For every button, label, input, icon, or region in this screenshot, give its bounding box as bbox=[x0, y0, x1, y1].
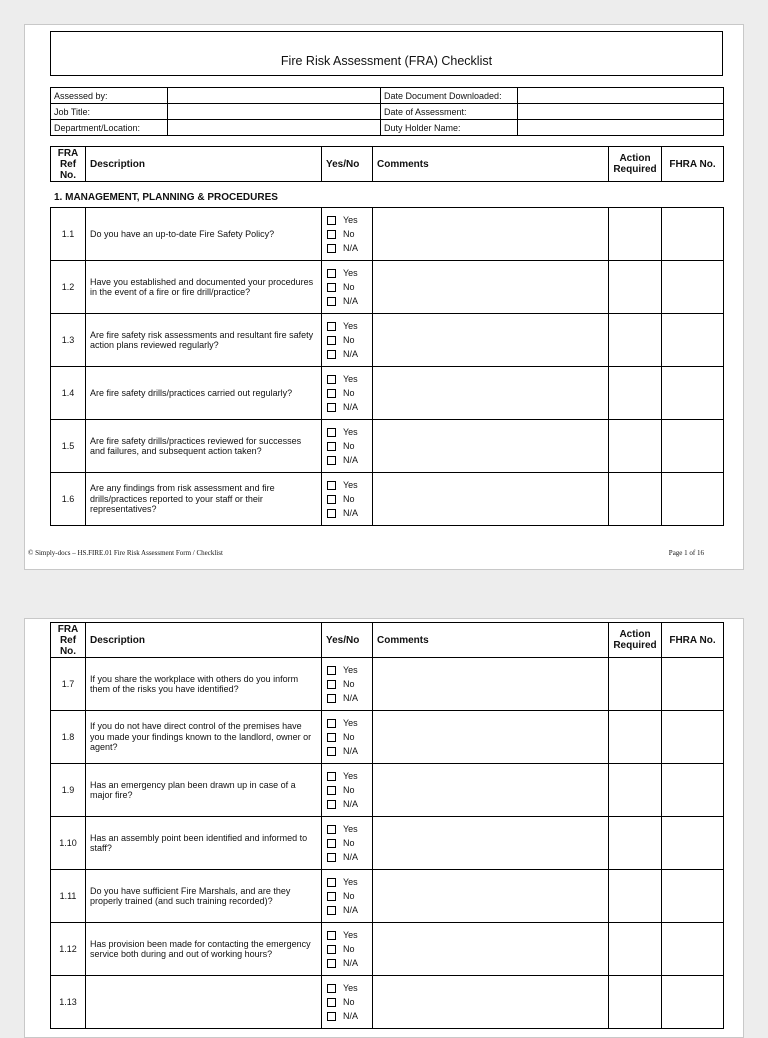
action-required-cell[interactable] bbox=[609, 711, 662, 764]
yes-checkbox[interactable] bbox=[327, 269, 336, 278]
date-downloaded-field[interactable] bbox=[518, 88, 724, 104]
no-checkbox[interactable] bbox=[327, 389, 336, 398]
yes-no-options bbox=[322, 976, 373, 1029]
na-checkbox[interactable] bbox=[327, 959, 336, 968]
checklist-row bbox=[51, 817, 724, 870]
option-na bbox=[325, 347, 369, 361]
option-label: Yes bbox=[343, 480, 358, 490]
footer-copyright: © Simply-docs – HS.FIRE.01 Fire Risk Assessment Form / Checklist bbox=[28, 549, 223, 557]
comments-cell[interactable] bbox=[373, 367, 609, 420]
header-yesno: Yes/No bbox=[322, 147, 373, 182]
checklist-row bbox=[51, 923, 724, 976]
na-checkbox[interactable] bbox=[327, 906, 336, 915]
option-yes bbox=[325, 319, 369, 333]
action-required-cell[interactable] bbox=[609, 420, 662, 473]
fhra-number-cell[interactable] bbox=[662, 976, 724, 1029]
na-checkbox[interactable] bbox=[327, 1012, 336, 1021]
checklist-row bbox=[51, 473, 724, 526]
header-action: Action Required bbox=[609, 147, 662, 182]
section-heading-table bbox=[50, 185, 723, 209]
document-page-1 bbox=[24, 24, 744, 570]
checklist-row bbox=[51, 658, 724, 711]
option-label: Yes bbox=[343, 930, 358, 940]
yes-no-options bbox=[322, 711, 373, 764]
fhra-number-cell[interactable] bbox=[662, 367, 724, 420]
option-yes bbox=[325, 425, 369, 439]
no-checkbox[interactable] bbox=[327, 892, 336, 901]
section-heading: 1. MANAGEMENT, PLANNING & PROCEDURES bbox=[54, 191, 278, 203]
na-checkbox[interactable] bbox=[327, 694, 336, 703]
option-no bbox=[325, 333, 369, 347]
na-checkbox[interactable] bbox=[327, 747, 336, 756]
comments-cell[interactable] bbox=[373, 870, 609, 923]
checklist-table-page-2 bbox=[50, 657, 724, 1029]
option-yes bbox=[325, 981, 369, 995]
header-comments: Comments bbox=[373, 623, 609, 658]
option-yes bbox=[325, 928, 369, 942]
action-required-cell[interactable] bbox=[609, 658, 662, 711]
option-label: No bbox=[343, 388, 355, 398]
option-yes bbox=[325, 769, 369, 783]
row-ref: 1.5 bbox=[51, 420, 86, 473]
checklist-table-page-1 bbox=[50, 207, 724, 526]
yes-checkbox[interactable] bbox=[327, 878, 336, 887]
job-title-label: Job Title: bbox=[51, 104, 168, 120]
option-label: Yes bbox=[343, 321, 358, 331]
yes-no-options bbox=[322, 261, 373, 314]
option-label: Yes bbox=[343, 374, 358, 384]
department-field[interactable] bbox=[168, 120, 381, 136]
option-no bbox=[325, 995, 369, 1009]
no-checkbox[interactable] bbox=[327, 283, 336, 292]
no-checkbox[interactable] bbox=[327, 945, 336, 954]
option-na bbox=[325, 400, 369, 414]
no-checkbox[interactable] bbox=[327, 442, 336, 451]
yes-checkbox[interactable] bbox=[327, 322, 336, 331]
option-label: Yes bbox=[343, 215, 358, 225]
na-checkbox[interactable] bbox=[327, 297, 336, 306]
option-label: N/A bbox=[343, 349, 359, 359]
option-na bbox=[325, 744, 369, 758]
fhra-number-cell[interactable] bbox=[662, 764, 724, 817]
action-required-cell[interactable] bbox=[609, 764, 662, 817]
date-assessment-label: Date of Assessment: bbox=[381, 104, 518, 120]
header-fhra: FHRA No. bbox=[662, 623, 724, 658]
comments-cell[interactable] bbox=[373, 764, 609, 817]
document-page-2 bbox=[24, 618, 744, 1038]
option-no bbox=[325, 677, 369, 691]
checklist-row bbox=[51, 976, 724, 1029]
no-checkbox[interactable] bbox=[327, 680, 336, 689]
option-yes bbox=[325, 716, 369, 730]
option-label: No bbox=[343, 229, 355, 239]
action-required-cell[interactable] bbox=[609, 976, 662, 1029]
header-comments: Comments bbox=[373, 147, 609, 182]
no-checkbox[interactable] bbox=[327, 495, 336, 504]
option-yes bbox=[325, 663, 369, 677]
yes-no-options bbox=[322, 420, 373, 473]
option-label: Yes bbox=[343, 771, 358, 781]
option-label: Yes bbox=[343, 718, 358, 728]
action-required-cell[interactable] bbox=[609, 817, 662, 870]
assessed-by-field[interactable] bbox=[168, 88, 381, 104]
option-label: Yes bbox=[343, 268, 358, 278]
option-label: No bbox=[343, 997, 355, 1007]
action-required-cell[interactable] bbox=[609, 367, 662, 420]
yes-checkbox[interactable] bbox=[327, 772, 336, 781]
no-checkbox[interactable] bbox=[327, 230, 336, 239]
option-label: No bbox=[343, 838, 355, 848]
comments-cell[interactable] bbox=[373, 314, 609, 367]
fhra-number-cell[interactable] bbox=[662, 658, 724, 711]
option-no bbox=[325, 942, 369, 956]
row-description: Are fire safety drills/practices carried out regularly? bbox=[86, 367, 322, 420]
no-checkbox[interactable] bbox=[327, 839, 336, 848]
na-checkbox[interactable] bbox=[327, 244, 336, 253]
yes-no-options bbox=[322, 923, 373, 976]
date-downloaded-label: Date Document Downloaded: bbox=[381, 88, 518, 104]
option-label: No bbox=[343, 732, 355, 742]
page-title: Fire Risk Assessment (FRA) Checklist bbox=[50, 31, 723, 76]
row-description: Are any findings from risk assessment and fire drills/practices reported to your staff or their representatives? bbox=[86, 473, 322, 526]
option-no bbox=[325, 280, 369, 294]
row-ref: 1.11 bbox=[51, 870, 86, 923]
checklist-row bbox=[51, 711, 724, 764]
option-label: N/A bbox=[343, 1011, 359, 1021]
row-description: If you do not have direct control of the premises have you made your findings known to the landlord, owner or agent? bbox=[86, 711, 322, 764]
yes-checkbox[interactable] bbox=[327, 931, 336, 940]
option-na bbox=[325, 691, 369, 705]
yes-no-options bbox=[322, 870, 373, 923]
action-required-cell[interactable] bbox=[609, 314, 662, 367]
option-no bbox=[325, 386, 369, 400]
fhra-number-cell[interactable] bbox=[662, 711, 724, 764]
fhra-number-cell[interactable] bbox=[662, 314, 724, 367]
option-no bbox=[325, 730, 369, 744]
option-yes bbox=[325, 875, 369, 889]
option-na bbox=[325, 506, 369, 520]
row-ref: 1.13 bbox=[51, 976, 86, 1029]
option-label: No bbox=[343, 441, 355, 451]
action-required-cell[interactable] bbox=[609, 473, 662, 526]
footer-page-number: Page 1 of 16 bbox=[668, 549, 704, 557]
option-label: N/A bbox=[343, 508, 359, 518]
option-yes bbox=[325, 213, 369, 227]
yes-no-options bbox=[322, 314, 373, 367]
fhra-number-cell[interactable] bbox=[662, 923, 724, 976]
na-checkbox[interactable] bbox=[327, 509, 336, 518]
yes-checkbox[interactable] bbox=[327, 719, 336, 728]
row-description bbox=[86, 976, 322, 1029]
row-description: Are fire safety risk assessments and resultant fire safety action plans reviewed regularly? bbox=[86, 314, 322, 367]
fhra-number-cell[interactable] bbox=[662, 473, 724, 526]
option-label: N/A bbox=[343, 852, 359, 862]
no-checkbox[interactable] bbox=[327, 336, 336, 345]
header-ref: FRA Ref No. bbox=[51, 623, 86, 658]
row-ref: 1.10 bbox=[51, 817, 86, 870]
na-checkbox[interactable] bbox=[327, 456, 336, 465]
row-description: Are fire safety drills/practices reviewed for successes and failures, and subsequent action taken? bbox=[86, 420, 322, 473]
row-description: If you share the workplace with others do you inform them of the risks you have identified? bbox=[86, 658, 322, 711]
row-description: Has an emergency plan been drawn up in case of a major fire? bbox=[86, 764, 322, 817]
option-label: N/A bbox=[343, 958, 359, 968]
header-action: Action Required bbox=[609, 623, 662, 658]
comments-cell[interactable] bbox=[373, 976, 609, 1029]
checklist-row bbox=[51, 870, 724, 923]
option-no bbox=[325, 889, 369, 903]
fhra-number-cell[interactable] bbox=[662, 208, 724, 261]
yes-checkbox[interactable] bbox=[327, 481, 336, 490]
checklist-row bbox=[51, 314, 724, 367]
option-label: No bbox=[343, 679, 355, 689]
option-no bbox=[325, 836, 369, 850]
yes-no-options bbox=[322, 658, 373, 711]
row-ref: 1.8 bbox=[51, 711, 86, 764]
checklist-row bbox=[51, 420, 724, 473]
option-label: N/A bbox=[343, 799, 359, 809]
comments-cell[interactable] bbox=[373, 711, 609, 764]
option-no bbox=[325, 227, 369, 241]
yes-checkbox[interactable] bbox=[327, 984, 336, 993]
option-label: Yes bbox=[343, 983, 358, 993]
yes-checkbox[interactable] bbox=[327, 825, 336, 834]
job-title-field[interactable] bbox=[168, 104, 381, 120]
option-na bbox=[325, 850, 369, 864]
date-assessment-field[interactable] bbox=[518, 104, 724, 120]
option-label: No bbox=[343, 335, 355, 345]
header-fhra: FHRA No. bbox=[662, 147, 724, 182]
checklist-header-table bbox=[50, 146, 724, 182]
fhra-number-cell[interactable] bbox=[662, 261, 724, 314]
comments-cell[interactable] bbox=[373, 473, 609, 526]
row-ref: 1.2 bbox=[51, 261, 86, 314]
header-description: Description bbox=[86, 623, 322, 658]
option-no bbox=[325, 439, 369, 453]
comments-cell[interactable] bbox=[373, 420, 609, 473]
assessment-info-table bbox=[50, 87, 724, 136]
action-required-cell[interactable] bbox=[609, 261, 662, 314]
no-checkbox[interactable] bbox=[327, 733, 336, 742]
row-ref: 1.3 bbox=[51, 314, 86, 367]
assessed-by-label: Assessed by: bbox=[51, 88, 168, 104]
yes-checkbox[interactable] bbox=[327, 666, 336, 675]
yes-checkbox[interactable] bbox=[327, 428, 336, 437]
row-ref: 1.9 bbox=[51, 764, 86, 817]
na-checkbox[interactable] bbox=[327, 350, 336, 359]
option-yes bbox=[325, 372, 369, 386]
option-label: No bbox=[343, 891, 355, 901]
row-description: Has an assembly point been identified and informed to staff? bbox=[86, 817, 322, 870]
option-label: N/A bbox=[343, 296, 359, 306]
option-label: No bbox=[343, 282, 355, 292]
action-required-cell[interactable] bbox=[609, 923, 662, 976]
option-yes bbox=[325, 266, 369, 280]
na-checkbox[interactable] bbox=[327, 403, 336, 412]
row-ref: 1.12 bbox=[51, 923, 86, 976]
checklist-row bbox=[51, 764, 724, 817]
row-ref: 1.1 bbox=[51, 208, 86, 261]
na-checkbox[interactable] bbox=[327, 853, 336, 862]
option-na bbox=[325, 956, 369, 970]
header-description: Description bbox=[86, 147, 322, 182]
action-required-cell[interactable] bbox=[609, 208, 662, 261]
option-yes bbox=[325, 478, 369, 492]
duty-holder-field[interactable] bbox=[518, 120, 724, 136]
option-label: N/A bbox=[343, 455, 359, 465]
option-yes bbox=[325, 822, 369, 836]
option-label: Yes bbox=[343, 877, 358, 887]
yes-no-options bbox=[322, 473, 373, 526]
option-label: N/A bbox=[343, 693, 359, 703]
yes-no-options bbox=[322, 208, 373, 261]
row-description: Do you have sufficient Fire Marshals, and are they properly trained (and such training recorded)? bbox=[86, 870, 322, 923]
no-checkbox[interactable] bbox=[327, 998, 336, 1007]
yes-no-options bbox=[322, 367, 373, 420]
row-ref: 1.6 bbox=[51, 473, 86, 526]
fhra-number-cell[interactable] bbox=[662, 870, 724, 923]
option-label: Yes bbox=[343, 427, 358, 437]
checklist-row bbox=[51, 367, 724, 420]
option-label: No bbox=[343, 944, 355, 954]
fhra-number-cell[interactable] bbox=[662, 420, 724, 473]
option-na bbox=[325, 453, 369, 467]
row-description: Has provision been made for contacting the emergency service both during and out of working hours? bbox=[86, 923, 322, 976]
row-ref: 1.7 bbox=[51, 658, 86, 711]
option-label: Yes bbox=[343, 665, 358, 675]
option-label: N/A bbox=[343, 402, 359, 412]
option-label: N/A bbox=[343, 243, 359, 253]
checklist-header-table bbox=[50, 622, 724, 658]
yes-checkbox[interactable] bbox=[327, 375, 336, 384]
na-checkbox[interactable] bbox=[327, 800, 336, 809]
option-no bbox=[325, 492, 369, 506]
duty-holder-label: Duty Holder Name: bbox=[381, 120, 518, 136]
yes-no-options bbox=[322, 764, 373, 817]
option-label: N/A bbox=[343, 746, 359, 756]
header-yesno: Yes/No bbox=[322, 623, 373, 658]
checklist-row bbox=[51, 261, 724, 314]
option-na bbox=[325, 1009, 369, 1023]
row-description: Have you established and documented your procedures in the event of a fire or fire drill/practice? bbox=[86, 261, 322, 314]
department-label: Department/Location: bbox=[51, 120, 168, 136]
yes-checkbox[interactable] bbox=[327, 216, 336, 225]
option-label: No bbox=[343, 785, 355, 795]
comments-cell[interactable] bbox=[373, 817, 609, 870]
no-checkbox[interactable] bbox=[327, 786, 336, 795]
action-required-cell[interactable] bbox=[609, 870, 662, 923]
comments-cell[interactable] bbox=[373, 208, 609, 261]
option-na bbox=[325, 294, 369, 308]
option-na bbox=[325, 797, 369, 811]
comments-cell[interactable] bbox=[373, 658, 609, 711]
comments-cell[interactable] bbox=[373, 261, 609, 314]
option-na bbox=[325, 903, 369, 917]
yes-no-options bbox=[322, 817, 373, 870]
option-label: No bbox=[343, 494, 355, 504]
option-na bbox=[325, 241, 369, 255]
option-label: N/A bbox=[343, 905, 359, 915]
header-ref: FRA Ref No. bbox=[51, 147, 86, 182]
checklist-row bbox=[51, 208, 724, 261]
option-no bbox=[325, 783, 369, 797]
option-label: Yes bbox=[343, 824, 358, 834]
fhra-number-cell[interactable] bbox=[662, 817, 724, 870]
row-ref: 1.4 bbox=[51, 367, 86, 420]
comments-cell[interactable] bbox=[373, 923, 609, 976]
row-description: Do you have an up-to-date Fire Safety Policy? bbox=[86, 208, 322, 261]
